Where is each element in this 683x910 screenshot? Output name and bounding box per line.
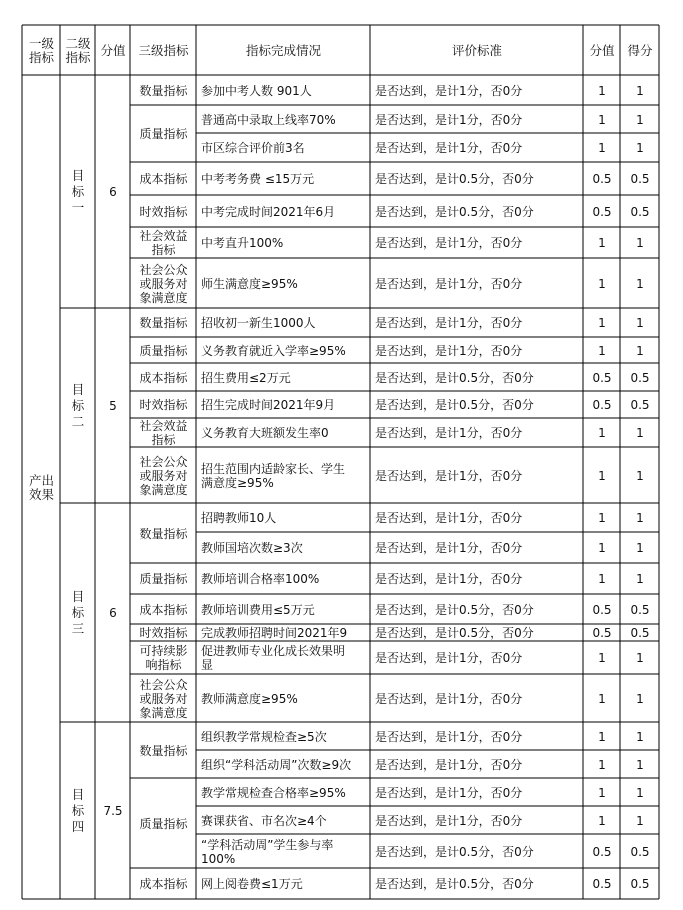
category-label: 质量指标 [139,816,188,831]
row-completion: 市区综合评价前3名 [201,141,305,155]
row-points: 1 [598,236,606,250]
row-score: 1 [636,572,644,586]
row-completion: 教师培训费用≤5万元 [201,602,315,617]
row-points: 0.5 [592,626,612,640]
row-criteria: 是否达到，是计1分，否0分 [375,511,523,525]
row-completion: 招生范围内适龄家长、学生 满意度≥95% [201,461,346,490]
row-points: 1 [598,572,606,586]
row-criteria: 是否达到，是计1分，否0分 [375,757,523,772]
row-points: 1 [598,316,606,330]
header-points: 分值 [589,42,615,58]
row-criteria: 是否达到，是计1分，否0分 [375,426,523,440]
row-points: 1 [598,757,606,772]
row-score: 1 [636,651,644,665]
row-criteria: 是否达到，是计1分，否0分 [375,316,523,330]
row-criteria: 是否达到，是计0.5分，否0分 [375,844,534,859]
row-points: 1 [598,729,606,744]
level1-label: 产出 效果 [28,472,54,502]
category-label: 社会公众 或服务对 象满意度 [139,454,188,497]
row-completion: 教师国培次数≥3次 [201,541,303,555]
row-criteria: 是否达到，是计0.5分，否0分 [375,398,534,412]
category-label: 数量指标 [139,743,188,758]
target-label [61,76,95,308]
row-criteria: 是否达到，是计1分，否0分 [375,691,523,706]
row-score: 1 [636,343,644,358]
target-label [61,504,95,722]
row-score: 1 [636,83,644,98]
row-criteria: 是否达到，是计0.5分，否0分 [375,626,534,640]
header-score-value: 分值 [100,42,126,58]
target-label-text: 目标四 [71,787,85,834]
row-score: 0.5 [630,844,650,859]
row-completion: 教师满意度≥95% [201,691,298,706]
row-points: 0.5 [592,844,612,859]
target-label [61,309,95,503]
row-completion: 赛课获省、市名次≥4个 [201,813,327,828]
row-score: 1 [636,426,644,440]
row-completion: 招生费用≤2万元 [201,370,291,385]
row-completion: 教师培训合格率100% [201,572,320,586]
row-score: 0.5 [630,370,650,385]
row-score: 1 [636,236,644,250]
row-score: 1 [636,112,644,127]
row-criteria: 是否达到，是计1分，否0分 [375,541,523,555]
row-points: 0.5 [592,398,612,412]
row-criteria: 是否达到，是计1分，否0分 [375,813,523,828]
row-points: 1 [598,426,606,440]
row-criteria: 是否达到，是计0.5分，否0分 [375,877,534,891]
target-label-text: 目标三 [71,589,85,636]
row-criteria: 是否达到，是计1分，否0分 [375,729,523,744]
row-criteria: 是否达到，是计0.5分，否0分 [375,172,534,186]
category-label: 时效指标 [139,626,188,640]
row-points: 1 [598,468,606,483]
row-points: 1 [598,511,606,525]
category-label: 质量指标 [139,572,188,586]
row-completion: 教学常规检查合格率≥95% [201,785,346,800]
row-completion: “学科活动周”学生参与率 100% [201,837,334,866]
row-score: 0.5 [630,602,650,617]
row-points: 1 [598,691,606,706]
row-completion: 促进教师专业化成长效果明 显 [201,644,346,672]
row-completion: 网上阅卷费≤1万元 [201,877,303,891]
category-label: 社会效益 指标 [139,419,188,447]
row-points: 1 [598,112,606,127]
row-completion: 招生完成时间2021年9月 [201,398,336,412]
target-label-text: 目标一 [71,168,85,215]
row-completion: 师生满意度≥95% [201,276,298,291]
row-score: 0.5 [630,204,650,219]
target-value: 7.5 [103,804,123,818]
row-score: 1 [636,691,644,706]
header-score: 得分 [627,42,653,58]
row-points: 1 [598,83,606,98]
header-level1: 一级 指标 [28,35,54,65]
row-points: 0.5 [592,602,612,617]
row-criteria: 是否达到，是计0.5分，否0分 [375,204,534,219]
row-completion: 完成教师招聘时间2021年9 [201,626,348,640]
category-label: 可持续影 响指标 [139,644,188,672]
header-level3: 三级指标 [138,42,189,58]
row-points: 0.5 [592,370,612,385]
row-score: 0.5 [630,877,650,891]
category-label: 数量指标 [139,83,188,98]
category-label: 成本指标 [139,602,188,617]
category-label: 质量指标 [139,343,188,358]
category-label: 数量指标 [139,526,188,541]
category-label: 社会效益 指标 [139,229,188,257]
header-level2: 二级 指标 [65,35,91,65]
category-label: 质量指标 [139,127,188,141]
row-criteria: 是否达到，是计1分，否0分 [375,572,523,586]
row-score: 0.5 [630,398,650,412]
target-value: 5 [109,399,117,413]
row-completion: 义务教育就近入学率≥95% [201,343,346,358]
row-completion: 招聘教师10人 [201,511,277,525]
row-criteria: 是否达到，是计1分，否0分 [375,785,523,800]
row-completion: 组织“学科活动周”次数≥9次 [201,757,352,772]
target-value: 6 [109,606,117,620]
row-score: 1 [636,541,644,555]
row-criteria: 是否达到，是计0.5分，否0分 [375,370,534,385]
row-completion: 普通高中录取上线率70% [201,112,336,127]
row-score: 1 [636,511,644,525]
row-points: 0.5 [592,172,612,186]
row-points: 1 [598,651,606,665]
category-label: 成本指标 [139,370,188,385]
row-criteria: 是否达到，是计1分，否0分 [375,343,523,358]
row-points: 1 [598,343,606,358]
row-points: 1 [598,541,606,555]
row-score: 1 [636,276,644,291]
row-completion: 义务教育大班额发生率0 [201,426,329,440]
row-points: 1 [598,813,606,828]
row-criteria: 是否达到，是计1分，否0分 [375,112,523,127]
row-completion: 组织教学常规检查≥5次 [201,729,327,744]
row-points: 1 [598,785,606,800]
row-completion: 中考完成时间2021年6月 [201,204,336,219]
row-score: 0.5 [630,626,650,640]
row-completion: 中考考务费 ≤15万元 [201,172,315,186]
row-criteria: 是否达到，是计0.5分，否0分 [375,602,534,617]
category-label: 时效指标 [139,204,188,219]
row-criteria: 是否达到，是计1分，否0分 [375,468,523,483]
category-label: 数量指标 [139,316,188,330]
row-score: 1 [636,729,644,744]
row-score: 1 [636,785,644,800]
row-score: 0.5 [630,172,650,186]
row-criteria: 是否达到，是计1分，否0分 [375,276,523,291]
category-label: 社会公众 或服务对 象满意度 [139,677,188,720]
row-criteria: 是否达到，是计1分，否0分 [375,236,523,250]
category-label: 时效指标 [139,398,188,412]
row-score: 1 [636,141,644,155]
category-label: 成本指标 [139,172,188,186]
header-completion: 指标完成情况 [245,42,321,58]
row-score: 1 [636,468,644,483]
row-points: 1 [598,276,606,291]
row-points: 0.5 [592,877,612,891]
row-score: 1 [636,813,644,828]
row-points: 0.5 [592,204,612,219]
row-criteria: 是否达到，是计1分，否0分 [375,141,523,155]
header-criteria: 评价标准 [451,42,502,58]
row-points: 1 [598,141,606,155]
row-completion: 参加中考人数 901人 [201,83,312,98]
target-label [61,723,95,899]
row-criteria: 是否达到，是计1分，否0分 [375,651,523,665]
row-score: 1 [636,316,644,330]
target-label-text: 目标二 [71,382,85,429]
category-label: 社会公众 或服务对 象满意度 [139,262,188,305]
row-score: 1 [636,757,644,772]
category-label: 成本指标 [139,877,188,891]
row-completion: 中考直升100% [201,236,284,250]
row-completion: 招收初一新生1000人 [201,316,316,330]
target-value: 6 [109,185,117,199]
row-criteria: 是否达到，是计1分，否0分 [375,83,523,98]
